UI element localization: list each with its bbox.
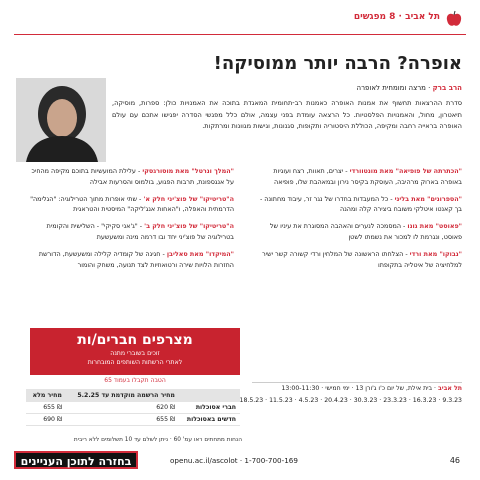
lecture-item xyxy=(24,249,234,271)
price-header-early: מחיר הרשמה מוקדמת עד 5.2.25 xyxy=(66,389,179,402)
price-full: ₪ 655 xyxy=(26,402,66,414)
lecturer-separator: · xyxy=(428,84,431,92)
lecturer-role: מרצה ומומחית לאופרה xyxy=(356,84,426,92)
price-table-header xyxy=(26,389,240,402)
lecture-desc: - שתי אופרות מתוך הטרילוגיה: "הגלימה" הדרמתית והאפלה, ו"האחות אנג'ליקה" המיסטית והטראגית xyxy=(30,194,234,214)
lecture-desc: - הצלחתו הראשונה של המלחין ורדי קשורה קשר ישיר למלחיציה של איטליה בתקופתו xyxy=(262,249,462,269)
lecture-desc: - יצרים, תאוות, רצח ועוגיות באופרה בארוק מרהיבה, העוסקת בקיסר נירון ובמאהבת שלו, פופיאה xyxy=(273,167,462,186)
lecture-name: "המלך ונרטל" מאת מוסורגסקי xyxy=(142,167,234,175)
lecturer-photo xyxy=(16,78,106,162)
price-row-label: חדשים באסוכלות xyxy=(179,414,240,426)
promo-note[interactable]: הטבה תקבלו בעמוד 65 xyxy=(104,377,166,384)
lecture-item xyxy=(252,166,462,188)
price-row-label: חברי אסוכלות xyxy=(179,402,240,414)
lecture-desc: - "ג'אני סקיקי" - השלישית והקומית בטרילוגיה של פוצ'יני יחד ובו דרמה מינה ומשעשעת xyxy=(46,222,234,241)
lecture-name: "פאוסט" מאת גונו xyxy=(407,222,462,231)
price-header-full: מחיר מלא xyxy=(26,389,66,402)
header-rule xyxy=(14,34,466,35)
lecture-name: "נבוקו" מאת ורדי xyxy=(409,249,462,258)
lecture-name: "הכתרתה של פופיאה" מאת מונטוורדי xyxy=(349,167,462,175)
section-header: תל אביב · 8 מפגשים xyxy=(353,12,440,22)
promo-title: מצרפים חברים/ות xyxy=(77,332,193,348)
page-number: 46 xyxy=(449,456,460,465)
promo-line-2: לאתרי הרשתות השותפים המובחרות xyxy=(87,359,183,366)
lecture-item xyxy=(24,221,234,243)
price-full: ₪ 690 xyxy=(26,414,66,426)
price-early: ₪ 655 xyxy=(66,414,179,426)
lecture-name: ה"טריטיקו" של פוצ'יני חלק א' xyxy=(143,194,234,203)
schedule-line xyxy=(281,385,462,392)
table-row xyxy=(26,402,240,414)
lecture-name: "המיקדו" מאת סאליבן xyxy=(166,249,234,258)
lecture-item xyxy=(24,194,234,216)
lecturer-portrait xyxy=(16,78,106,162)
schedule-details: · בית אילת, של יום כ'ו ג'ורן 13 · ימי חמישי · 13:00-11:30 xyxy=(281,385,437,392)
price-table xyxy=(26,389,240,426)
lecture-item xyxy=(252,221,462,243)
price-note: הנחות מתחתים ראו עמ' 60 · ניתן לשלם עד 10 תשלומים ללא ריבית xyxy=(73,437,242,443)
lecture-item xyxy=(252,249,462,271)
schedule-city: תל אביב xyxy=(438,385,462,392)
schedule-dates: 9.3.23 · 16.3.23 · 23.3.23 · 30.3.23 · 20.4.23 · 4.5.23 · 11.5.23 · 18.5.23 xyxy=(239,397,462,404)
price-header-label xyxy=(179,389,240,402)
footer-contact[interactable]: openu.ac.il/ascolot · 1-700-700-169 xyxy=(170,456,298,465)
table-row xyxy=(26,414,240,426)
schedule-divider xyxy=(252,382,462,383)
lecturer-line xyxy=(357,84,462,92)
lectures-column-left xyxy=(24,166,234,276)
lecture-item xyxy=(252,194,462,216)
lecture-desc: - כל המעבדות בחדרו של נגר זר, עיבוד מחתונה - בך קאנטו איטלקי משובח ביצירה קלה ומהנה xyxy=(259,194,462,214)
back-to-toc-button[interactable]: בחזרה לתוכן העניינים xyxy=(14,451,138,469)
lecture-desc: - חגיגה של קומדיה קלילה ומשעשעת, הדורשת החזרות הלויות שירה ורטואוזיות לצד תנועה, משחק והומור xyxy=(38,249,234,269)
promo-line-1: זוכים בשוברי מתנה xyxy=(110,350,160,357)
lectures-column-right xyxy=(252,166,462,276)
lecture-name: ה"טריטיקו" של פוצ'יני חלק ב' xyxy=(144,222,234,231)
lecture-desc: - המסמכה לנערים והאהבה המסוגרת את עיניו של פאוסט, ונגרמת לו למכור את נשמתו לשטן xyxy=(269,222,462,241)
lecturer-name: הרב ברק xyxy=(432,84,462,92)
intro-paragraph: סדרת ההרצאות תחשוף את אמנות האופרה כאמנות רב-תחומית המאגדת בתוכה את האמנויות כולן: ספרות, מוסיקה, תיאטרון, מחול, והאמנויות הפלסטיות. כל הרצאה עומדת בפני עצמה, אולם כלל מפגשי הסדרה יפגישו אתכם עם עולם האופרה בראייה רחבה ומקיפה, הכוללת היסטוריה ותקופות, סגנונות, וגישות מגוונות ומרתקות. xyxy=(112,99,462,130)
lecture-item xyxy=(24,166,234,188)
price-early: ₪ 620 xyxy=(66,402,179,414)
page-title: אופרה? הרבה יותר ממוסיקה! xyxy=(213,53,462,74)
apple-icon xyxy=(446,10,462,28)
lecture-desc: - עלילת המועשיות בתוכם מקיפה מהחיכ על אנגספונת, תרבות הפגוע, בולמוס והסרעות אבילה xyxy=(31,167,234,186)
lecture-name: "הספרונים" מאת בליני xyxy=(394,194,462,203)
referral-promo-banner[interactable] xyxy=(30,328,240,375)
